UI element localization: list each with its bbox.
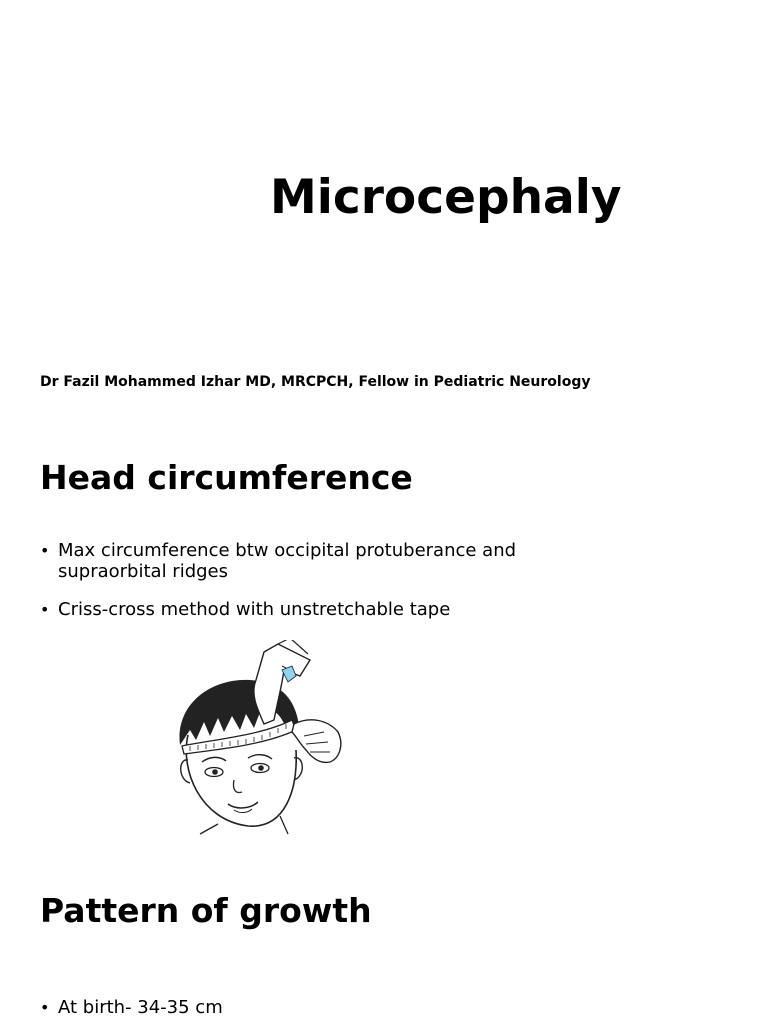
- list-item-text: Max circumference btw occipital protuberance and supraorbital ridges: [58, 540, 517, 582]
- author-line: Dr Fazil Mohammed Izhar MD, MRCPCH, Fellow in Pediatric Neurology: [40, 374, 591, 390]
- bullet-icon: •: [40, 998, 50, 1017]
- list-item-text: Criss-cross method with unstretchable tape: [58, 599, 451, 620]
- slide-title: Microcephaly: [270, 170, 622, 225]
- bullet-list-pattern-of-growth: [40, 997, 620, 1018]
- list-item-text: At birth- 34-35 cm: [58, 997, 223, 1018]
- list-item: [40, 997, 620, 1018]
- bullet-icon: •: [40, 600, 50, 619]
- bullet-list-head-circumference: [40, 540, 620, 620]
- section-heading-head-circumference: Head circumference: [40, 458, 413, 497]
- list-item: [40, 540, 620, 582]
- list-item: [40, 599, 620, 620]
- section-heading-pattern-of-growth: Pattern of growth: [40, 891, 372, 930]
- child-head-measurement-illustration: [170, 640, 350, 835]
- bullet-icon: •: [40, 541, 50, 560]
